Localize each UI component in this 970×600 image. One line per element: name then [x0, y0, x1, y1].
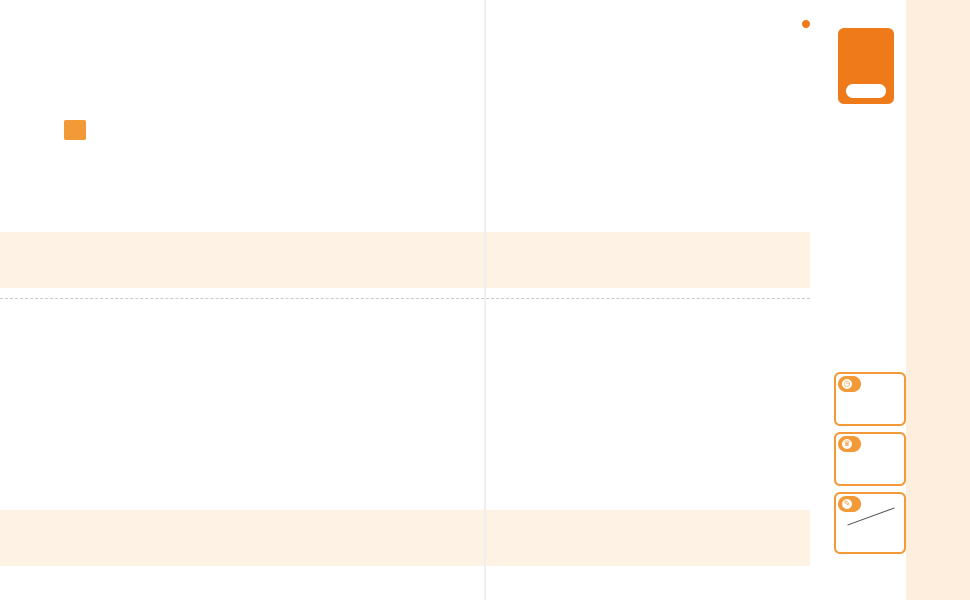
pencil-icon: ✎	[843, 499, 851, 508]
instruction-text	[797, 20, 813, 32]
target-time-box	[834, 372, 906, 426]
pass-line-label	[838, 436, 861, 452]
bullet-icon	[802, 20, 810, 28]
score-box	[834, 492, 906, 554]
page-edge-band	[906, 0, 970, 600]
target-time-label	[838, 376, 861, 392]
score-label	[838, 496, 861, 512]
pass-line-box	[834, 432, 906, 486]
clock-icon: ◷	[843, 379, 851, 388]
left-question-columns	[0, 0, 484, 600]
left-page	[0, 0, 484, 600]
crown-icon: ♛	[843, 439, 851, 448]
rank-badge	[838, 28, 894, 104]
rank-label	[846, 84, 886, 98]
